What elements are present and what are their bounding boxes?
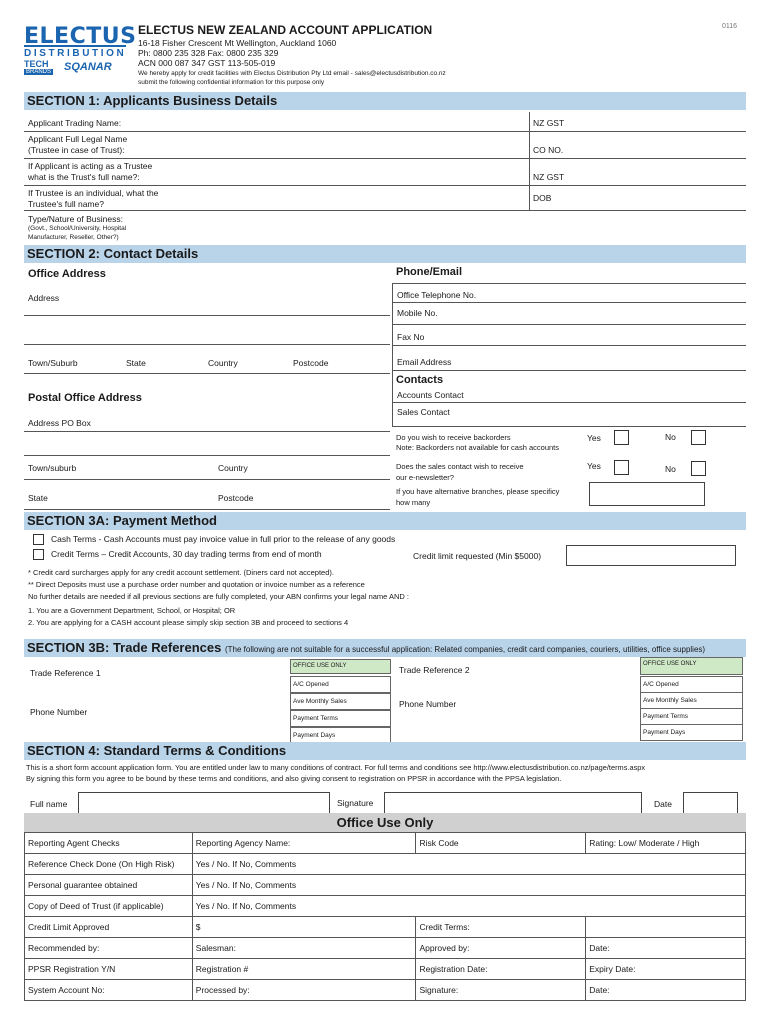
divider <box>24 131 746 132</box>
company-acn: ACN 000 087 347 GST 113-505-019 <box>138 58 276 68</box>
newsletter-yes-label: Yes <box>587 461 601 471</box>
contacts-heading: Contacts <box>396 374 444 386</box>
office-use-cell[interactable]: Reference Check Done (On High Risk) <box>25 854 193 875</box>
trade-ref-2-label: Trade Reference 2 <box>399 665 470 675</box>
co-no-label: CO NO. <box>533 145 564 155</box>
backorders-label-1: Do you wish to receive backorders <box>396 433 511 442</box>
credit-terms-checkbox[interactable] <box>33 549 44 560</box>
sqanar-logo: SQANAR <box>64 61 112 73</box>
office-use-cell[interactable]: Copy of Deed of Trust (if applicable) <box>25 896 193 917</box>
date-input[interactable] <box>683 792 738 814</box>
office-use-row <box>25 980 746 1001</box>
trustee-label-2: what is the Trust's full name?: <box>28 172 140 182</box>
legal-name-label-1: Applicant Full Legal Name <box>28 134 128 144</box>
office-use-cell[interactable]: Credit Terms: <box>416 917 586 938</box>
office-use-row <box>25 917 746 938</box>
trade-ref-2-phone-label: Phone Number <box>399 699 457 709</box>
accounts-contact-line[interactable] <box>392 402 746 403</box>
backorders-yes-label: Yes <box>587 433 601 443</box>
sales-contact-label: Sales Contact <box>397 407 450 417</box>
address-line[interactable] <box>24 344 390 345</box>
business-type-label: Type/Nature of Business: <box>28 214 123 224</box>
office-address-heading: Office Address <box>28 268 106 280</box>
payment-note-5: 2. You are applying for a CASH account please simply skip section 3B and proceed to sections 4 <box>28 618 349 627</box>
divider <box>24 210 746 211</box>
ref2-ave-sales[interactable]: Ave Monthly Sales <box>640 692 743 709</box>
section1-header: SECTION 1: Applicants Business Details <box>24 92 746 110</box>
credit-limit-label: Credit limit requested (Min $5000) <box>413 551 542 561</box>
office-use-table <box>24 832 746 1001</box>
trading-name-label: Applicant Trading Name: <box>28 118 122 128</box>
divider <box>392 283 746 284</box>
office-use-cell[interactable]: Processed by: <box>192 980 416 1001</box>
office-use-cell[interactable]: System Account No: <box>25 980 193 1001</box>
office-use-cell[interactable]: Date: <box>586 980 746 1001</box>
ref1-ave-sales[interactable]: Ave Monthly Sales <box>290 693 391 710</box>
trade-ref-1-label: Trade Reference 1 <box>30 668 101 678</box>
phone-line[interactable] <box>392 302 746 303</box>
postcode-label-2: Postcode <box>218 493 254 503</box>
newsletter-no-checkbox[interactable] <box>691 461 706 476</box>
backorders-no-label: No <box>665 432 676 442</box>
legal-name-label-2: (Trustee in case of Trust): <box>28 145 125 155</box>
office-use-header: Office Use Only <box>24 813 746 832</box>
individual-label-2: Trustee's full name? <box>28 199 104 209</box>
office-use-row <box>25 833 746 854</box>
section3b-title: SECTION 3B: Trade References <box>27 640 222 655</box>
cash-terms-checkbox[interactable] <box>33 534 44 545</box>
office-use-cell[interactable]: Yes / No. If No, Comments <box>192 875 745 896</box>
sales-contact-line[interactable] <box>392 426 746 427</box>
apply-statement: We hereby apply for credit facilities with Electus Distribution Pty Ltd email - sales@electusdistribution.co.nz <box>138 70 446 77</box>
brands-logo-tag: BRANDS <box>26 69 52 75</box>
postcode-label: Postcode <box>293 358 329 368</box>
ref2-payment-terms[interactable]: Payment Terms <box>640 708 743 725</box>
office-use-cell[interactable]: Risk Code <box>416 833 586 854</box>
fax-line[interactable] <box>392 345 746 346</box>
backorders-label-2: Note: Backorders not available for cash accounts <box>396 443 560 452</box>
signature-label: Signature <box>337 798 374 808</box>
office-use-cell[interactable]: PPSR Registration Y/N <box>25 959 193 980</box>
terms-text-1: This is a short form account application form. You are entitled under law to many conditions of contract. For full terms and conditions see http://www.electusdistribution.co.nz/page/terms.aspx <box>26 763 646 772</box>
office-use-row <box>25 938 746 959</box>
divider <box>24 185 746 186</box>
branches-label-1: If you have alternative branches, please specificy <box>396 487 560 496</box>
newsletter-no-label: No <box>665 464 676 474</box>
po-box-line[interactable] <box>24 431 390 432</box>
town-suburb-label-2: Town/suburb <box>28 463 77 473</box>
electus-logo: ELECTUS <box>24 24 137 49</box>
backorders-no-checkbox[interactable] <box>691 430 706 445</box>
signature-input[interactable] <box>384 792 642 814</box>
payment-note-4: 1. You are a Government Department, School, or Hospital; OR <box>28 606 236 615</box>
office-use-cell[interactable] <box>586 917 746 938</box>
mobile-label: Mobile No. <box>397 308 438 318</box>
dob-label: DOB <box>533 193 552 203</box>
newsletter-label-2: our e-newsletter? <box>396 473 454 482</box>
postal-address-heading: Postal Office Address <box>28 392 142 404</box>
submit-statement: submit the following confidential information for this purpose only <box>138 79 325 86</box>
ref2-payment-days[interactable]: Payment Days <box>640 724 743 741</box>
nz-gst-label-2: NZ GST <box>533 172 565 182</box>
divider <box>529 112 530 210</box>
full-name-label: Full name <box>30 799 68 809</box>
section2-header: SECTION 2: Contact Details <box>24 245 746 263</box>
office-use-cell[interactable]: Date: <box>586 938 746 959</box>
business-type-hint-1: (Govt., School/University, Hospital <box>28 225 127 232</box>
date-label: Date <box>654 799 672 809</box>
branches-label-2: how many <box>396 498 431 507</box>
address-line[interactable] <box>24 315 390 316</box>
trade-ref-1-phone-label: Phone Number <box>30 707 88 717</box>
business-type-hint-2: Manufacturer, Reseller, Other?) <box>28 234 119 241</box>
office-use-cell[interactable]: Registration # <box>192 959 416 980</box>
branches-input[interactable] <box>589 482 705 506</box>
ref1-payment-days[interactable]: Payment Days <box>290 727 391 744</box>
ref1-payment-terms[interactable]: Payment Terms <box>290 710 391 727</box>
phone-email-heading: Phone/Email <box>396 266 463 278</box>
address-label: Address <box>28 293 60 303</box>
office-use-cell[interactable]: Approved by: <box>416 938 586 959</box>
credit-limit-input[interactable] <box>566 545 736 566</box>
email-line[interactable] <box>392 370 746 371</box>
ref1-ac-opened[interactable]: A/C Opened <box>290 676 391 693</box>
section3b-header <box>24 639 746 657</box>
ref2-ac-opened[interactable]: A/C Opened <box>640 676 743 693</box>
office-use-cell[interactable]: Reporting Agency Name: <box>192 833 416 854</box>
newsletter-yes-checkbox[interactable] <box>614 460 629 475</box>
tech-brands-logo: TECH <box>24 59 49 69</box>
section3a-header: SECTION 3A: Payment Method <box>24 512 746 530</box>
office-use-cell[interactable]: Rating: Low/ Moderate / High <box>586 833 746 854</box>
divider <box>392 283 393 426</box>
office-use-cell[interactable]: Registration Date: <box>416 959 586 980</box>
payment-note-2: ** Direct Deposits must use a purchase order number and quotation or invoice number as a reference <box>28 580 365 589</box>
office-use-row <box>25 896 746 917</box>
office-use-cell[interactable]: Recommended by: <box>25 938 193 959</box>
individual-label-1: If Trustee is an individual, what the <box>28 188 159 198</box>
cash-terms-label: Cash Terms - Cash Accounts must pay invoice value in full prior to the release of any goods <box>51 534 396 544</box>
po-box-line[interactable] <box>24 455 390 456</box>
state-label-2: State <box>28 493 48 503</box>
town-line[interactable] <box>24 373 390 374</box>
company-phone: Ph: 0800 235 328 Fax: 0800 235 329 <box>138 48 279 58</box>
trustee-label-1: If Applicant is acting as a Trustee <box>28 161 153 171</box>
office-use-cell[interactable]: Personal guarantee obtained <box>25 875 193 896</box>
newsletter-label-1: Does the sales contact wish to receive <box>396 462 524 471</box>
town-suburb-label: Town/Suburb <box>28 358 78 368</box>
mobile-line[interactable] <box>392 324 746 325</box>
office-use-tag-2: OFFICE USE ONLY <box>640 657 743 675</box>
form-title: ELECTUS NEW ZEALAND ACCOUNT APPLICATION <box>138 23 433 37</box>
form-code: 0116 <box>722 23 738 30</box>
office-use-cell[interactable]: Yes / No. If No, Comments <box>192 854 745 875</box>
distribution-logo-text: DISTRIBUTION <box>24 45 126 59</box>
state-line-2[interactable] <box>24 509 390 510</box>
office-use-cell[interactable]: Salesman: <box>192 938 416 959</box>
office-use-tag-1: OFFICE USE ONLY <box>290 659 391 674</box>
office-use-cell[interactable]: Signature: <box>416 980 586 1001</box>
company-address: 16-18 Fisher Crescent Mt Wellington, Auckland 1060 <box>138 38 337 48</box>
office-use-cell[interactable]: Reporting Agent Checks <box>25 833 193 854</box>
office-phone-label: Office Telephone No. <box>397 290 477 300</box>
office-use-cell[interactable]: Yes / No. If No, Comments <box>192 896 745 917</box>
office-use-cell[interactable]: Expiry Date: <box>586 959 746 980</box>
accounts-contact-label: Accounts Contact <box>397 390 464 400</box>
office-use-cell[interactable]: Credit Limit Approved <box>25 917 193 938</box>
email-label: Email Address <box>397 357 452 367</box>
state-label: State <box>126 358 146 368</box>
office-use-cell[interactable]: $ <box>192 917 416 938</box>
terms-text-2: By signing this form you agree to be bound by these terms and conditions, and also giving consent to registration on PPSR in accordance with the PPSA legislation. <box>26 774 562 783</box>
backorders-yes-checkbox[interactable] <box>614 430 629 445</box>
nz-gst-label: NZ GST <box>533 118 565 128</box>
fax-label: Fax No <box>397 332 425 342</box>
credit-terms-label: Credit Terms – Credit Accounts, 30 day trading terms from end of month <box>51 549 322 559</box>
payment-note-3: No further details are needed if all previous sections are fully completed, your ABN confirms your legal name AND : <box>28 592 410 601</box>
office-use-row <box>25 854 746 875</box>
full-name-input[interactable] <box>78 792 330 814</box>
po-box-label: Address PO Box <box>28 418 91 428</box>
town-line-2[interactable] <box>24 479 390 480</box>
office-use-row <box>25 875 746 896</box>
section4-header: SECTION 4: Standard Terms & Conditions <box>24 742 746 760</box>
country-label-2: Country <box>218 463 248 473</box>
office-use-row <box>25 959 746 980</box>
country-label: Country <box>208 358 238 368</box>
section3b-subtitle: (The following are not suitable for a successful application: Related companies, credit card companies, couriers, utilities, office supplies) <box>224 645 706 654</box>
divider <box>24 158 746 159</box>
payment-note-1: * Credit card surcharges apply for any credit account settlement. (Diners card not accepted). <box>28 568 334 577</box>
